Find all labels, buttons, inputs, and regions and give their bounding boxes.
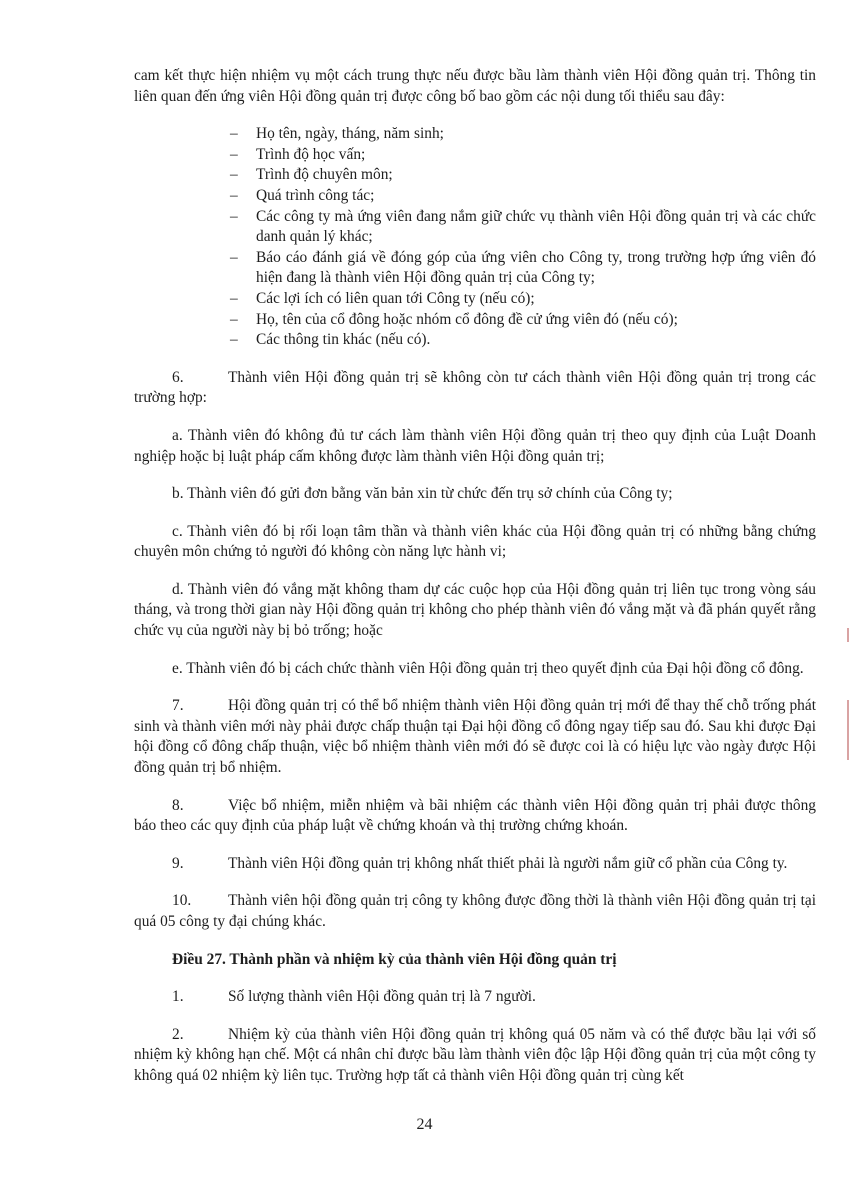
dash-marker: – [230, 145, 238, 163]
list-item: – Trình độ chuyên môn; [230, 165, 816, 186]
sub-item-a: a. Thành viên đó không đủ tư cách làm thành viên Hội đồng quản trị theo quy định của Luật Doanh nghiệp hoặc bị luật pháp cấm không được làm thành viên Hội đồng quản trị; [134, 426, 816, 465]
item-10 [134, 891, 816, 932]
article-27-item-2 [134, 1025, 816, 1087]
sub-item-b: b. Thành viên đó gửi đơn bằng văn bản xin từ chức đến trụ sở chính của Công ty; [172, 485, 673, 503]
item-9 [134, 854, 816, 875]
dash-marker: – [230, 166, 238, 184]
list-item: – Các thông tin khác (nếu có). [230, 330, 816, 351]
item-text: Nhiệm kỳ của thành viên Hội đồng quản trị không quá 05 năm và có thể được bầu lại với số nhiệm kỳ không hạn chế. Một cá nhân chỉ được bầu làm thành viên độc lập Hội đồng quản trị của một công ty không quá 02 nhiệm kỳ liên tục. Trường hợp tất cả thành viên Hội đồng quản trị cùng kết [134, 1025, 816, 1084]
item-text: Việc bổ nhiệm, miễn nhiệm và bãi nhiệm các thành viên Hội đồng quản trị phải được thông báo theo các quy định của pháp luật về chứng khoán và thị trường chứng khoán. [134, 796, 816, 835]
dash-marker: – [230, 331, 238, 349]
item-text: Thành viên Hội đồng quản trị không nhất thiết phải là người nắm giữ cổ phần của Công ty. [228, 854, 788, 872]
candidate-info-list [134, 124, 816, 351]
dash-marker: – [230, 125, 238, 143]
dash-marker: – [230, 207, 238, 225]
list-item: – Các lợi ích có liên quan tới Công ty (nếu có); [230, 289, 816, 310]
list-item: – Các công ty mà ứng viên đang nắm giữ chức vụ thành viên Hội đồng quản trị và các chức danh quản lý khác; [230, 207, 816, 246]
dash-marker: – [230, 289, 238, 307]
item-6 [134, 368, 816, 409]
item-number: 9. [172, 854, 184, 872]
item-text: Thành viên hội đồng quản trị công ty không được đồng thời là thành viên Hội đồng quản trị tại quá 05 công ty đại chúng khác. [134, 892, 816, 930]
item-number: 7. [172, 697, 184, 715]
item-number: 10. [172, 892, 192, 910]
article-27-heading: Điều 27. Thành phần và nhiệm kỳ của thành viên Hội đồng quản trị [172, 950, 617, 968]
list-item: – Trình độ học vấn; [230, 145, 816, 166]
article-27-item-1 [134, 987, 816, 1008]
item-number: 6. [172, 368, 184, 386]
dash-marker: – [230, 310, 238, 328]
item-number: 2. [172, 1025, 184, 1043]
list-item: – Họ tên, ngày, tháng, năm sinh; [230, 124, 816, 145]
item-number: 1. [172, 988, 184, 1006]
sub-item-d: d. Thành viên đó vắng mặt không tham dự các cuộc họp của Hội đồng quản trị liên tục trong vòng sáu tháng, và trong thời gian này Hội đồng quản trị không cho phép thành viên đó vắng mặt và đã phán quyết rằng chức vụ của người này bị bỏ trống; hoặc [134, 580, 816, 640]
item-text: Thành viên Hội đồng quản trị sẽ không còn tư cách thành viên Hội đồng quản trị trong các trường hợp: [134, 368, 816, 407]
dash-marker: – [230, 248, 238, 266]
intro-paragraph: cam kết thực hiện nhiệm vụ một cách trung thực nếu được bầu làm thành viên Hội đồng quản trị. Thông tin liên quan đến ứng viên Hội đồng quản trị được công bố bao gồm các nội dung tối thiểu sau đây: [134, 67, 816, 105]
item-7 [134, 696, 816, 778]
item-8 [134, 796, 816, 837]
item-number: 8. [172, 796, 184, 814]
dash-marker: – [230, 186, 238, 204]
item-text: Hội đồng quản trị có thể bổ nhiệm thành viên Hội đồng quản trị mới để thay thế chỗ trống phát sinh và thành viên mới này phải được chấp thuận tại Đại hội đồng cổ đông ngay tiếp sau đó. Sau khi được Đại hội đồng cổ đông chấp thuận, việc bổ nhiệm thành viên mới đó sẽ được coi là có hiệu lực vào ngày được Hội đồng quản trị bổ nhiệm. [134, 697, 816, 777]
list-item: – Quá trình công tác; [230, 186, 816, 207]
page-body [134, 66, 816, 1087]
item-text: Số lượng thành viên Hội đồng quản trị là 7 người. [228, 988, 536, 1006]
list-item: – Họ, tên của cổ đông hoặc nhóm cổ đông đề cử ứng viên đó (nếu có); [230, 310, 816, 331]
page-number: 24 [416, 1116, 433, 1133]
sub-item-c: c. Thành viên đó bị rối loạn tâm thần và thành viên khác của Hội đồng quản trị có những bằng chứng chuyên môn chứng tỏ người đó không còn năng lực hành vi; [134, 522, 816, 561]
sub-item-e: e. Thành viên đó bị cách chức thành viên Hội đồng quản trị theo quyết định của Đại hội đồng cổ đông. [172, 659, 804, 677]
list-item: – Báo cáo đánh giá về đóng góp của ứng viên cho Công ty, trong trường hợp ứng viên đó hiện đang là thành viên Hội đồng quản trị của Công ty; [230, 248, 816, 287]
